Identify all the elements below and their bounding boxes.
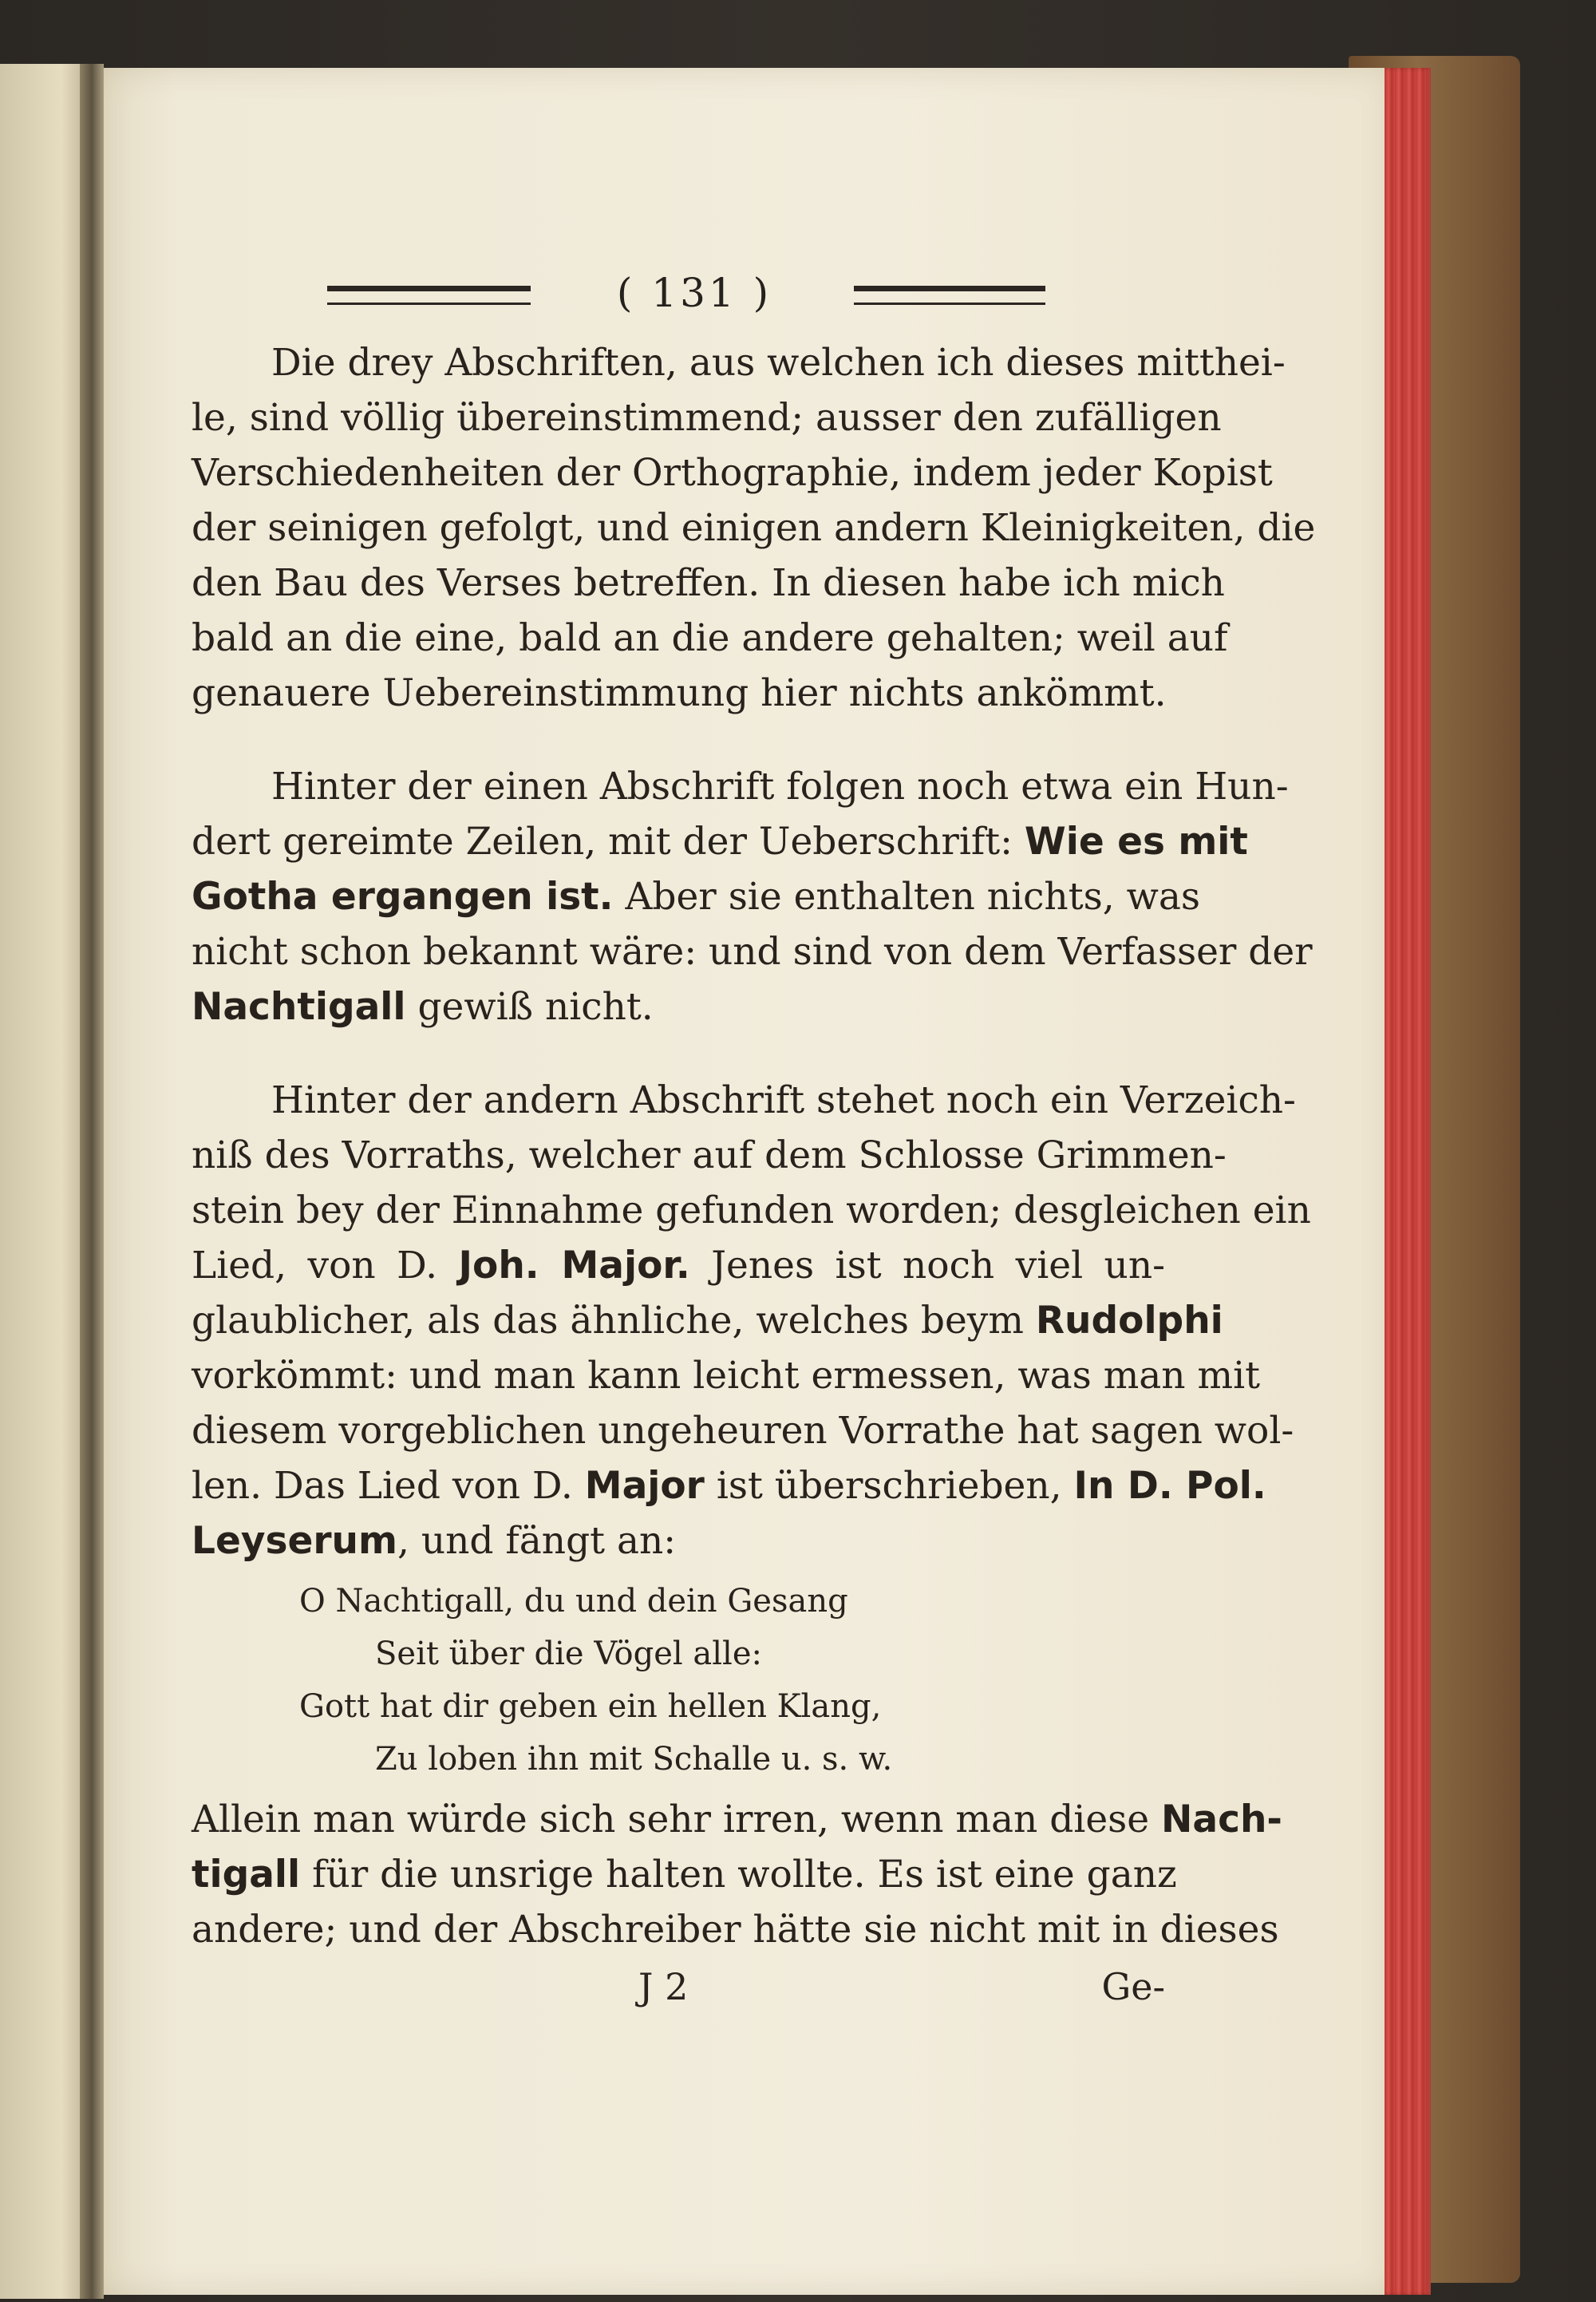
emphasis-title: Nachtigall bbox=[192, 985, 406, 1029]
facing-page-edge bbox=[0, 64, 88, 2299]
paragraph-gap bbox=[192, 721, 1165, 759]
text-run: Allein man würde sich sehr irren, wenn man diese bbox=[192, 1798, 1162, 1841]
text-run: len. Das Lied von D. bbox=[192, 1464, 585, 1508]
emphasis-name: Major bbox=[584, 1464, 705, 1508]
poem-quotation bbox=[192, 1575, 1165, 1786]
text-run: Lied, von D. bbox=[192, 1244, 459, 1287]
text-line: vorkömmt: und man kann leicht ermessen, was man mit bbox=[192, 1354, 1260, 1398]
text-run: gewiß nicht. bbox=[405, 985, 654, 1029]
text-line: den Bau des Verses betreffen. In diesen habe ich mich bbox=[192, 561, 1225, 605]
text-line bbox=[192, 1513, 1165, 1568]
text-run: Aber sie enthalten nichts, was bbox=[613, 875, 1200, 919]
text-line: Die drey Abschriften, aus welchen ich dieses mitthei- bbox=[271, 341, 1286, 385]
poem-line: O Nachtigall, du und dein Gesang bbox=[299, 1583, 848, 1620]
text-line bbox=[192, 979, 1165, 1034]
text-line bbox=[192, 814, 1248, 869]
text-line: der seinigen gefolgt, und einigen andern Kleinigkeiten, die bbox=[192, 506, 1316, 550]
emphasis-name: Leyserum bbox=[192, 1519, 397, 1563]
emphasis-title: tigall bbox=[192, 1853, 301, 1897]
text-line: Hinter der andern Abschrift stehet noch ein Verzeich- bbox=[271, 1078, 1296, 1122]
text-line bbox=[192, 1792, 1282, 1847]
text-line bbox=[192, 1847, 1177, 1902]
poem-line: Seit über die Vögel alle: bbox=[375, 1636, 762, 1672]
text-line bbox=[192, 1293, 1223, 1348]
emphasis-title: Wie es mit bbox=[1024, 820, 1248, 864]
text-line: niß des Vorraths, welcher auf dem Schlosse Grimmen- bbox=[192, 1133, 1227, 1177]
paragraph-2 bbox=[192, 759, 1313, 1034]
text-run: dert gereimte Zeilen, mit der Ueberschrift: bbox=[192, 820, 1025, 864]
text-run: für die unsrige halten wollte. Es ist eine ganz bbox=[300, 1853, 1177, 1897]
paragraph-gap bbox=[192, 1034, 1165, 1073]
text-line: andere; und der Abschreiber hätte sie nicht mit in dieses bbox=[192, 1908, 1279, 1952]
text-line bbox=[192, 1238, 1165, 1293]
text-line: Hinter der einen Abschrift folgen noch etwa ein Hun- bbox=[271, 765, 1289, 809]
text-line: genauere Uebereinstimmung hier nichts ankömmt. bbox=[192, 671, 1167, 715]
poem-line: Zu loben ihn mit Schalle u. s. w. bbox=[375, 1741, 893, 1778]
text-run: Jenes ist noch viel un- bbox=[689, 1244, 1165, 1287]
text-run: , und fängt an: bbox=[397, 1519, 677, 1563]
page-number: ( 131 ) bbox=[616, 270, 772, 316]
emphasis-name: Joh. Major. bbox=[458, 1244, 690, 1287]
page-footer bbox=[192, 1965, 1165, 2013]
text-line: le, sind völlig übereinstimmend; ausser den zufälligen bbox=[192, 396, 1222, 440]
emphasis-title: Nach- bbox=[1161, 1798, 1282, 1841]
signature-mark: J 2 bbox=[638, 1965, 689, 2008]
emphasis-name: Rudolphi bbox=[1035, 1299, 1223, 1343]
paragraph-3 bbox=[192, 1073, 1311, 1568]
text-line: bald an die eine, bald an die andere gehalten; weil auf bbox=[192, 616, 1228, 660]
page-header bbox=[327, 270, 1045, 318]
catchword: Ge- bbox=[1101, 1965, 1165, 2008]
text-run: ist überschrieben, bbox=[704, 1464, 1074, 1508]
red-page-edges bbox=[1385, 68, 1431, 2295]
header-rule-right bbox=[854, 286, 1045, 305]
paragraph-4 bbox=[192, 1792, 1282, 1957]
body-text bbox=[192, 335, 1316, 1957]
paragraph-1 bbox=[192, 335, 1316, 721]
poem-line: Gott hat dir geben ein hellen Klang, bbox=[299, 1688, 882, 1725]
text-line bbox=[192, 1458, 1266, 1513]
text-line: stein bey der Einnahme gefunden worden; desgleichen ein bbox=[192, 1189, 1311, 1232]
text-line bbox=[192, 869, 1200, 924]
text-run: glaublicher, als das ähnliche, welches beym bbox=[192, 1299, 1036, 1343]
header-rule-left bbox=[327, 286, 531, 305]
text-line: nicht schon bekannt wäre: und sind von dem Verfasser der bbox=[192, 930, 1313, 974]
emphasis-title: In D. Pol. bbox=[1073, 1464, 1266, 1508]
text-line: diesem vorgeblichen ungeheuren Vorrathe hat sagen wol- bbox=[192, 1409, 1294, 1453]
text-line: Verschiedenheiten der Orthographie, indem jeder Kopist bbox=[192, 451, 1273, 495]
emphasis-title: Gotha ergangen ist. bbox=[192, 875, 614, 919]
book-gutter bbox=[80, 64, 104, 2299]
